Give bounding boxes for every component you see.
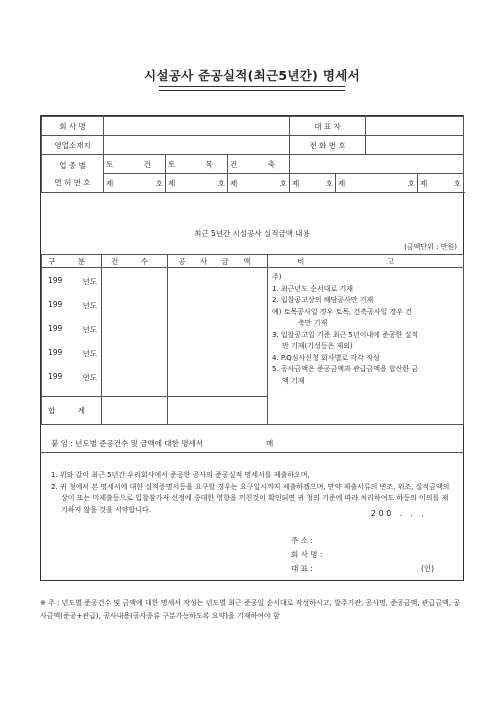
signature-company: 회 사 명 : xyxy=(291,550,323,559)
category-tougeon: 토 건 xyxy=(104,155,166,174)
company-label: 회 사 명 xyxy=(42,117,104,136)
license-label xyxy=(42,155,104,193)
seal-mark: (인) xyxy=(421,564,435,573)
license-number-4[interactable]: 제 호 xyxy=(290,174,336,193)
year-list xyxy=(42,268,102,397)
ceo-label: 대 표 자 xyxy=(290,117,366,136)
document-title: 시설공사 준공실적(최근5년간) 명세서 xyxy=(144,68,360,83)
date-field[interactable]: 200 . . . xyxy=(371,509,427,518)
year-row-2: 199 년도 xyxy=(48,300,97,310)
license-number-5[interactable]: 제 호 xyxy=(336,174,418,193)
section-title: 최근 5년간 시설공사 실적금액 내용 xyxy=(194,229,310,238)
remarks-cell: 주) 1. 최근년도 순서대로 기재 2. 입찰공고상의 해당공사만 기재 예) 토목공사일 경우 토목, 건축공사일 경우 건 축만 기재 3. 입찰공고일 기준 최근 5년이내에 준공한 실적 만 기재(기성등은 제외) 4. P.Q심사신청 회사별로 각각 작성 5. 공사금액은 준공금액과 관급금액을 합산한 금 액 기재 xyxy=(268,268,464,425)
header-table xyxy=(41,116,464,193)
phone-label: 전 화 번 호 xyxy=(290,136,366,155)
title-underline xyxy=(159,86,345,91)
office-label: 영업소재지 xyxy=(42,136,104,155)
year-row-1: 199 년도 xyxy=(48,276,97,286)
total-count[interactable] xyxy=(102,397,168,425)
amount-cell[interactable] xyxy=(168,268,268,397)
category-geonchuk: 건 축 xyxy=(228,155,290,174)
col-remarks: 비 고 xyxy=(268,255,464,268)
footnote: ※ 주 : 년도별 준공건수 및 금액에 대한 명세서 작성는 년도별 최근 준공일 순서대로 작성하시고, 발주기관, 공사명, 준공금액, 관급금액, 공사금액(준공+관급), 공사내용(공사종류 구분가능하도록 요약)을 기재하여야 함 xyxy=(40,599,461,620)
total-label: 합 계 xyxy=(42,397,102,425)
signature-ceo: 대 표 : xyxy=(291,564,313,573)
col-amount: 공 사 금 액 xyxy=(168,255,268,268)
performance-table xyxy=(41,254,464,425)
year-row-3: 199 년도 xyxy=(48,324,97,334)
ceo-value[interactable] xyxy=(366,117,464,136)
attachment-line xyxy=(41,434,463,453)
col-count: 건 수 xyxy=(102,255,168,268)
category-tomok: 토 목 xyxy=(166,155,228,174)
license-number-1[interactable]: 제 호 xyxy=(104,174,166,193)
license-label-line2: 면 허 번 호 xyxy=(54,177,91,187)
attachment-unit: 매 xyxy=(266,439,274,448)
category-blank xyxy=(290,155,464,174)
phone-value[interactable] xyxy=(366,136,464,155)
total-amount[interactable] xyxy=(168,397,268,425)
amount-unit: (금액단위 : 만원) xyxy=(404,243,457,251)
signature-address: 주 소 : xyxy=(291,536,313,545)
license-label-line1: 업 종 별 xyxy=(59,160,86,170)
office-value[interactable] xyxy=(104,136,290,155)
pledge-item-1: 1. 위와 같이 최근 5년간 우리회사에서 준공한 공사의 준공실적 명세서를 제출하오며, xyxy=(51,471,310,479)
form-frame xyxy=(40,115,464,581)
license-number-3[interactable]: 제 호 xyxy=(228,174,290,193)
license-number-2[interactable]: 제 호 xyxy=(166,174,228,193)
year-row-5: 199 연도 xyxy=(48,372,97,382)
col-category: 구 분 xyxy=(42,255,102,268)
attachment-text: 붙 임 : 년도별 준공건수 및 금액에 대한 명세서 xyxy=(51,439,204,448)
license-number-6[interactable]: 제 호 xyxy=(418,174,464,193)
pledge-item-2: 2. 귀 청에서 본 명세서에 대한 실적증명서등을 요구할 경우는 요구일시까지 제출하겠으며, 만약 제출서류의 변조, 위조, 실적금액의 상이 또는 미제출등으로 입찰참가자 선정에 중대한 영향을 끼친것이 확인되면 귀 청의 기준에 따라 처리하여도 하등의 이의를 제기하지 않을 것을 서약합니다. xyxy=(51,482,450,514)
year-row-4: 199 년도 xyxy=(48,348,97,358)
company-value[interactable] xyxy=(104,117,290,136)
count-cell[interactable] xyxy=(102,268,168,397)
